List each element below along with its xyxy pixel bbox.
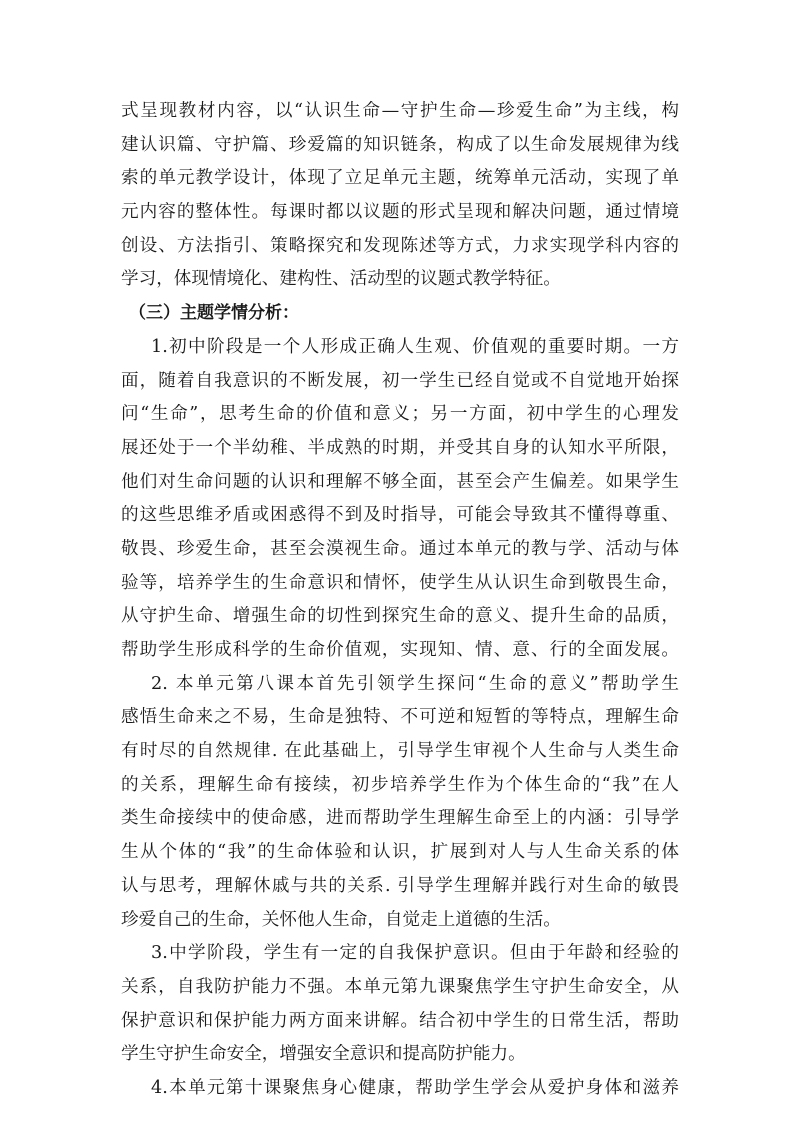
paragraph-1-line: 帮助学生形成科学的生命价值观，实现知、情、意、行的全面发展。	[121, 640, 679, 660]
paragraph-2-line: 认与思考，理解休戚与共的关系. 引导学生理解并践行对生命的敏畏	[121, 875, 679, 896]
intro-line: 学习，体现情境化、建构性、活动型的议题式教学特征。	[121, 269, 561, 290]
paragraph-1-line: 展还处于一个半幼稚、半成熟的时期，并受其自身的认知水平所限，	[121, 437, 679, 458]
paragraph-1-line: 的这些思维矛盾或困惑得不到及时指导，可能会导致其不懂得尊重、	[121, 505, 679, 526]
paragraph-1-line: 面，随着自我意识的不断发展，初一学生已经自觉或不自觉地开始探	[121, 370, 679, 391]
paragraph-2-line: 生从个体的“我”的生命体验和认识，扩展到对人与人生命关系的体	[121, 842, 679, 863]
paragraph-2-line: 珍爱自己的生命，关怀他人生命，自觉走上道德的生活。	[121, 909, 561, 930]
paragraph-1-line: 验等，培养学生的生命意识和情怀，使学生从认识生命到敬畏生命，	[121, 572, 679, 593]
paragraph-4-line: 4.本单元第十课聚焦身心健康，帮助学生学会从爱护身体和滋养	[151, 1077, 679, 1098]
paragraph-3-line: 保护意识和保护能力两方面来讲解。结合初中学生的日常生活，帮助	[121, 1010, 679, 1031]
paragraph-3-line: 关系，自我防护能力不强。本单元第九课聚焦学生守护生命安全，从	[121, 976, 679, 997]
document-body	[121, 95, 679, 1106]
paragraph-2-line: 感悟生命来之不易，生命是独特、不可逆和短暂的等特点，理解生命	[121, 707, 679, 728]
intro-line: 创设、方法指引、策略探究和发现陈述等方式，力求实现学科内容的	[121, 235, 679, 256]
paragraph-1-line: 敬畏、珍爱生命，甚至会漠视生命。通过本单元的教与学、活动与体	[121, 538, 679, 559]
intro-line: 建认识篇、守护篇、珍爱篇的知识链条，构成了以生命发展规律为线	[121, 134, 679, 155]
paragraph-3-line: 学生守护生命安全，增强安全意识和提高防护能力。	[121, 1044, 526, 1065]
paragraph-1-line: 他们对生命问题的认识和理解不够全面，甚至会产生偏差。如果学生	[121, 471, 679, 492]
paragraph-2-line: 类生命接续中的使命感，进而帮助学生理解生命至上的内涵：引导学	[121, 808, 679, 829]
intro-line: 式呈现教材内容，以“认识生命—守护生命—珍爱生命”为主线，构	[121, 101, 679, 121]
paragraph-1-line: 1.初中阶段是一个人形成正确人生观、价值观的重要时期。一方	[151, 336, 679, 357]
paragraph-2-line: 的关系，理解生命有接续，初步培养学生作为个体生命的“我”在人	[121, 774, 679, 795]
intro-line: 索的单元教学设计，体现了立足单元主题，统筹单元活动，实现了单	[121, 168, 679, 189]
paragraph-3-line: 3.中学阶段，学生有一定的自我保护意识。但由于年龄和经验的	[151, 943, 679, 964]
paragraph-2-line: 2. 本单元第八课本首先引领学生探问“生命的意义”帮助学生	[151, 673, 679, 694]
section-heading: （三）主题学情分析：	[129, 303, 299, 324]
intro-line: 元内容的整体性。每课时都以议题的形式呈现和解决问题，通过情境	[121, 202, 679, 223]
paragraph-1-line: 问“生命”，思考生命的价值和意义；另一方面，初中学生的心理发	[121, 404, 679, 425]
paragraph-1-line: 从守护生命、增强生命的切性到探究生命的意义、提升生命的品质，	[121, 606, 679, 627]
paragraph-2-line: 有时尽的自然规律. 在此基础上，引导学生审视个人生命与人类生命	[121, 741, 679, 762]
